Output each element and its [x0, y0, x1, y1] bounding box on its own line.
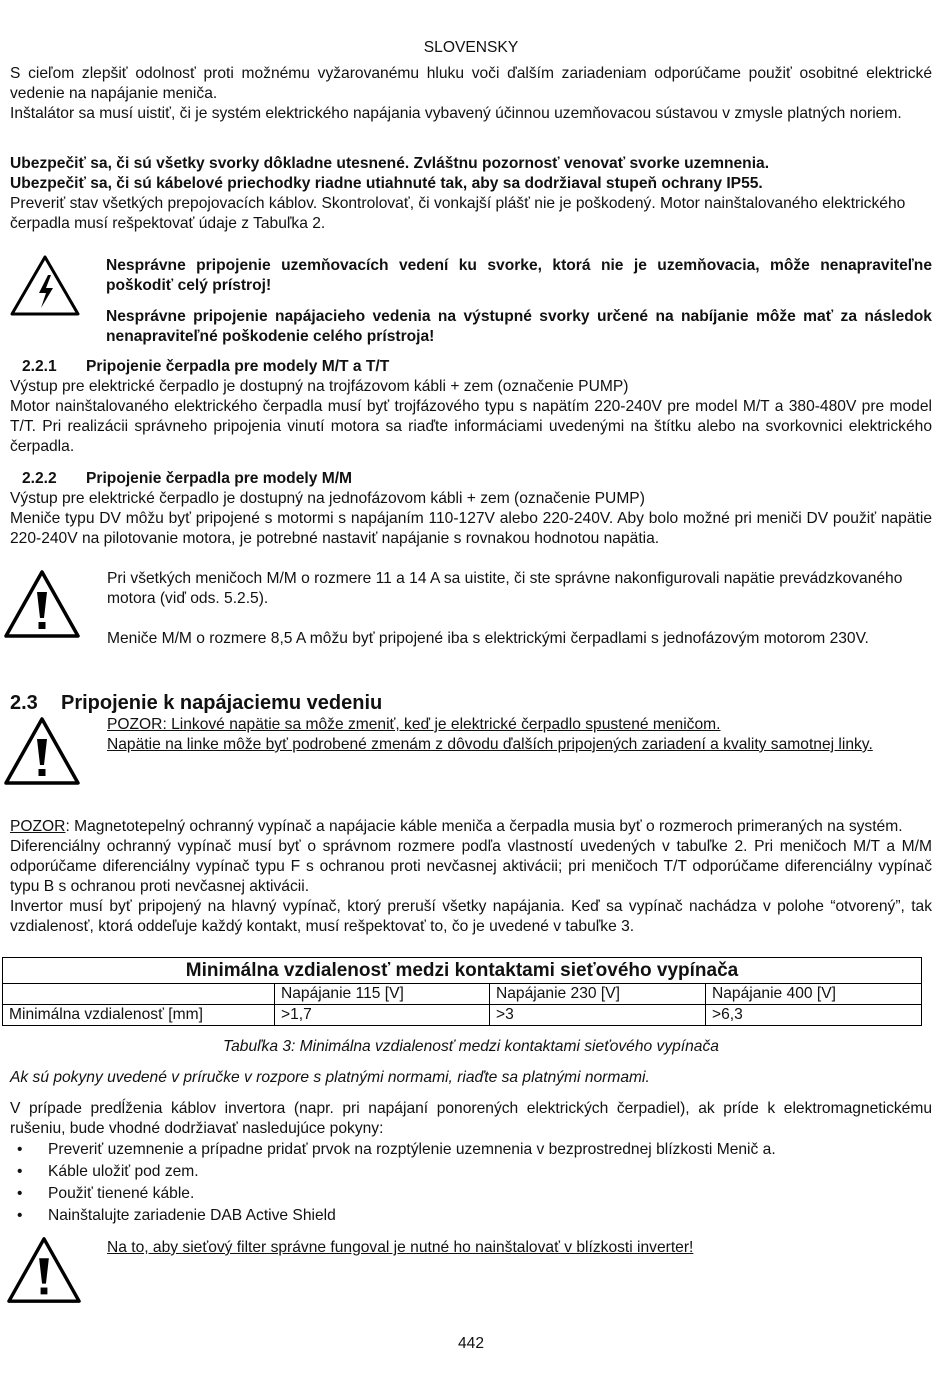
table-row [3, 1005, 922, 1026]
list-item: • Nainštalujte zariadenie DAB Active Shield [10, 1206, 932, 1226]
table-cell: >3 [490, 1005, 706, 1026]
sealing-bold-1: Ubezpečiť sa, či sú všetky svorky dôkladne utesnené. Zvláštnu pozornosť venovať svorke uzemnenia. [10, 155, 770, 172]
sealing-section [10, 154, 932, 234]
line-voltage-warning-2: Napätie na linke môže byť podrobené zmenám z dôvodu ďalších pripojených zariadení a kvality samotnej linky. [107, 736, 873, 753]
warning-icon [3, 715, 81, 787]
section-2-2-1-line-2: Motor nainštalovaného elektrického čerpadla musí byť trojfázového typu s napätím 220-240V pre model M/T a 380-480V pre model T/T. Pri realizácii správneho pripojenia vinutí motora sa riaďte informáciami uvedenými na štítku alebo na svorkovnici elektrického čerpadla. [10, 398, 932, 455]
list-item: • Použiť tienené káble. [10, 1184, 932, 1204]
section-2-2-2-body [10, 489, 932, 549]
intro-paragraph-1: S cieľom zlepšiť odolnosť proti možnému vyžarovanému hluku voči ďalším zariadeniam odporúčame použiť osobitné elektrické vedenie na napájanie meniča. [10, 65, 932, 102]
filter-warning: Na to, aby sieťový filter správne fungoval je nutné ho nainštalovať v blízkosti inverter! [107, 1239, 694, 1256]
table-header-cell: Napájanie 400 [V] [706, 984, 922, 1005]
heading-2-3 [10, 690, 932, 716]
main-switch-paragraph: Invertor musí byť pripojený na hlavný vypínač, ktorý preruší všetky napájania. Keď sa vypínač nachádza v polohe “otvorený”, tak vzdialenosť, ktorá oddeľuje každý kontakt, musí rešpektovať to, čo je uvedené v tabuľke 3. [10, 898, 932, 935]
page-header: SLOVENSKY [423, 39, 519, 56]
section-2-2-1-body [10, 377, 932, 457]
electric-warning [106, 256, 932, 347]
extension-paragraph: V prípade predĺženia káblov invertora (napr. pri napájaní ponorených elektrických čerpadiel), ak príde k elektromagnetickému rušeniu, bude vhodné dodržiavať nasledujúce pokyny: [10, 1100, 932, 1137]
extension-bullets [10, 1140, 932, 1226]
table-cell: Minimálna vzdialenosť [mm] [3, 1005, 275, 1026]
table-cell: >1,7 [275, 1005, 490, 1026]
heading-title: Pripojenie čerpadla pre modely M/T a T/T [86, 358, 390, 375]
breaker-paragraph [10, 817, 932, 837]
table-caption: Tabuľka 3: Minimálna vzdialenosť medzi kontaktami sieťového vypínača [223, 1038, 719, 1055]
line-voltage-warning [107, 715, 924, 755]
section-2-2-1-line-1: Výstup pre elektrické čerpadlo je dostupný na trojfázovom kábli + zem (označenie PUMP) [10, 378, 629, 395]
mm-warning-1: Pri všetkých meničoch M/M o rozmere 11 a 14 A sa uistite, či ste správne nakonfigurovali napätie prevádzkovaného motora (viď ods. 5.2.5). [107, 570, 903, 607]
table-header-cell: Napájanie 115 [V] [275, 984, 490, 1005]
heading-2-2-1 [10, 357, 932, 377]
cable-check-paragraph: Preveriť stav všetkých prepojovacích káblov. Skontrolovať, či vonkajší plášť nie je poškodený. Motor nainštalovaného elektrického čerpadla musí rešpektovať údaje z Tabuľka 2. [10, 195, 906, 232]
heading-title: Pripojenie čerpadla pre modely M/M [86, 470, 353, 487]
heading-title: Pripojenie k napájaciemu vedeniu [61, 692, 383, 714]
table-cell: >6,3 [706, 1005, 922, 1026]
section-2-2-2-line-2: Meniče typu DV môžu byť pripojené s motormi s napájaním 110-127V alebo 220-240V. Aby bolo možné pri meniči DV použiť napätie 220-240V na pilotovanie motora, je potrebné nastaviť napájanie s rovnakou hodnotou napätia. [10, 510, 932, 547]
intro-section [10, 64, 932, 124]
contact-distance-table [2, 957, 922, 1026]
table-title: Minimálna vzdialenosť medzi kontaktami sieťového vypínača [3, 958, 922, 984]
mm-warning-2: Meniče M/M o rozmere 8,5 A môžu byť pripojené iba s elektrickými čerpadlami s jednofázovým motorom 230V. [107, 630, 869, 647]
page-number: 442 [457, 1335, 485, 1352]
sealing-bold-2: Ubezpečiť sa, či sú kábelové priechodky riadne utiahnuté tak, aby sa dodržiaval stupeň ochrany IP55. [10, 175, 763, 192]
electric-warning-2: Nesprávne pripojenie napájacieho vedenia na výstupné svorky určené na nabíjanie môže mať za následok nenapraviteľné poškodenie celého prístroja! [106, 308, 932, 345]
table-header-row [3, 984, 922, 1005]
section-2-2-2-line-1: Výstup pre elektrické čerpadlo je dostupný na jednofázovom kábli + zem (označenie PUMP) [10, 490, 645, 507]
electric-warning-1: Nesprávne pripojenie uzemňovacích vedení ku svorke, ktorá nie je uzemňovacia, môže nenapraviteľne poškodiť celý prístroj! [106, 257, 932, 294]
list-item: • Káble uložiť pod zem. [10, 1162, 932, 1182]
intro-paragraph-2: Inštalátor sa musí uistiť, či je systém elektrického napájania vybavený účinnou uzemňovacou sústavou v zmysle platných noriem. [10, 105, 902, 122]
bullet-list [10, 1140, 932, 1226]
differential-paragraph: Diferenciálny ochranný vypínač musí byť o správnom rozmere podľa vlastností uvedených v tabuľke 2. Pri meničoch M/T a M/M odporúčame diferenciálny vypínač typu F s ochranou proti nevčasnej aktivácii; pri meničoch T/T odporúčame diferenciálny vypínač typu B s ochranou proti nevčasnej aktivácii. [10, 838, 932, 895]
warning-icon [6, 1234, 82, 1306]
warning-icon [3, 568, 81, 640]
heading-number: 2.2.2 [22, 470, 57, 487]
table-header-cell [3, 984, 275, 1005]
pozor-label: POZOR [10, 818, 66, 835]
section-2-3-body [10, 817, 932, 937]
heading-number: 2.3 [10, 692, 38, 714]
table-header-cell: Napájanie 230 [V] [490, 984, 706, 1005]
list-item: • Preveriť uzemnenie a prípadne pridať prvok na rozptýlenie uzemnenia v bezprostrednej blízkosti Menič a. [10, 1140, 932, 1160]
norms-note: Ak sú pokyny uvedené v príručke v rozpore s platnými normami, riaďte sa platnými normami. [10, 1069, 650, 1086]
breaker-text: : Magnetotepelný ochranný vypínač a napájacie káble meniča a čerpadla musia byť o rozmeroch primeraných na systém. [65, 818, 903, 835]
electric-hazard-icon [9, 253, 81, 317]
line-voltage-warning-1: POZOR: Linkové napätie sa môže zmeniť, keď je elektrické čerpadlo spustené meničom. [107, 716, 721, 733]
mm-warning [107, 569, 932, 649]
table-title-row [3, 958, 922, 984]
heading-2-2-2 [10, 469, 932, 489]
heading-number: 2.2.1 [22, 358, 57, 375]
